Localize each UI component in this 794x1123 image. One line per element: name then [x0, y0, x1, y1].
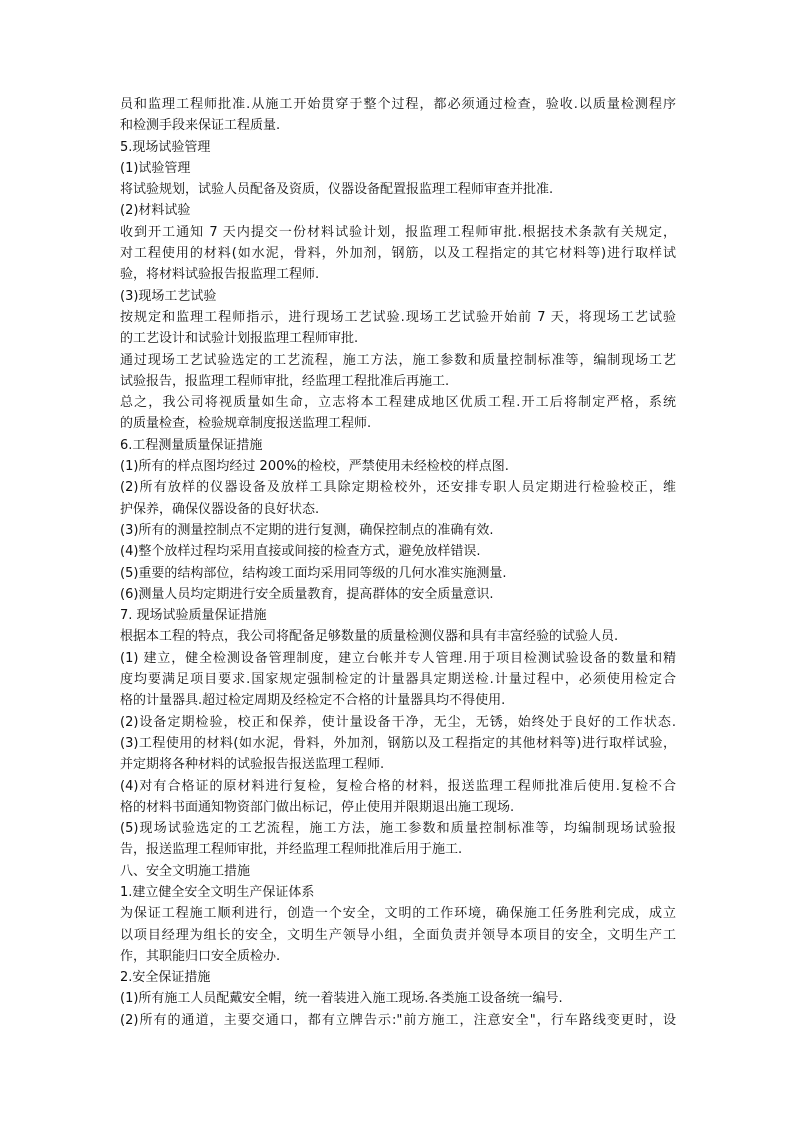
text-line: (1)所有的样点图均经过 200%的检校，严禁使用未经检校的样点图. — [120, 459, 509, 475]
text-line: (3)工程使用的材料(如水泥，骨料，外加剂，钢筋以及工程指定的其他材料等)进行取样试验， — [120, 735, 676, 751]
text-line: 八、安全文明施工措施 — [120, 863, 251, 879]
text-line: 的工艺设计和试验计划报监理工程师审批. — [120, 331, 359, 347]
text-line: 对工程使用的材料(如水泥，骨料，外加剂，钢筋，以及工程指定的其它材料等)进行取样试 — [120, 246, 676, 262]
text-line: 按规定和监理工程师指示，进行现场工艺试验.现场工艺试验开始前 7 天，将现场工艺试验 — [120, 309, 676, 325]
text-line: 1.建立健全安全文明生产保证体系 — [120, 884, 315, 900]
text-line: 和检测手段来保证工程质量. — [120, 118, 281, 134]
text-line: 验，将材料试验报告报监理工程师. — [120, 267, 320, 283]
text-line: 度均要满足项目要求.国家规定强制检定的计量器具定期送检.计量过程中，必须使用检定合 — [120, 672, 676, 688]
text-line: (1) 建立，健全检测设备管理制度，建立台帐并专人管理.用于项目检测试验设备的数量和精 — [120, 650, 676, 666]
text-line: (5)重要的结构部位，结构竣工面均采用同等级的几何水准实施测量. — [120, 565, 507, 581]
text-line: 并定期将各种材料的试验报告报送监理工程师. — [120, 757, 385, 773]
text-line: 通过现场工艺试验选定的工艺流程，施工方法，施工参数和质量控制标准等，编制现场工艺 — [120, 352, 676, 368]
text-line: 护保养，确保仪器设备的良好状态. — [120, 501, 320, 517]
text-line: 的质量检查，检验规章制度报送监理工程师. — [120, 416, 372, 432]
text-line: 试验报告，报监理工程师审批，经监理工程批准后再施工. — [120, 373, 450, 389]
text-line: 员和监理工程师批准.从施工开始贯穿于整个过程，都必须通过检查，验收.以质量检测程序 — [120, 97, 676, 112]
text-line: 收到开工通知 7 天内提交一份材料试验计划，报监理工程师审批.根据技术条款有关规定， — [120, 224, 676, 240]
text-line: 将试验规划，试验人员配备及资质，仪器设备配置报监理工程师审查并批准. — [120, 182, 554, 198]
text-line: 5.现场试验管理 — [120, 139, 211, 155]
text-line: 告，报送监理工程师审批，并经监理工程师批准后用于施工. — [120, 842, 463, 858]
text-line: 7. 现场试验质量保证措施 — [120, 608, 267, 624]
text-line: 总之，我公司将视质量如生命，立志将本工程建成地区优质工程.开工后将制定严格，系统 — [120, 395, 676, 411]
text-line: 为保证工程施工顺利进行，创造一个安全，文明的工作环境，确保施工任务胜利完成，成立 — [120, 906, 676, 922]
text-line: 2.安全保证措施 — [120, 970, 211, 986]
text-line: (4)整个放样过程均采用直接或间接的检查方式，避免放样错误. — [120, 544, 481, 560]
text-line: (5)现场试验选定的工艺流程，施工方法，施工参数和质量控制标准等，均编制现场试验报 — [120, 821, 676, 837]
document-page — [120, 94, 676, 1031]
text-line: 格的材料书面通知物资部门做出标记，停止使用并限期退出施工现场. — [120, 799, 515, 815]
text-line: (6)测量人员均定期进行安全质量教育，提高群体的安全质量意识. — [120, 586, 494, 602]
text-line: 根据本工程的特点，我公司将配备足够数量的质量检测仪器和具有丰富经验的试验人员. — [120, 629, 619, 645]
text-line: (1)试验管理 — [120, 160, 191, 176]
text-line: 以项目经理为组长的安全，文明生产领导小组，全面负责并领导本项目的安全，文明生产工 — [120, 927, 676, 943]
text-line: (2)材料试验 — [120, 203, 191, 219]
text-line: (2)所有放样的仪器设备及放样工具除定期检校外，还安排专职人员定期进行检验校正，维 — [120, 480, 676, 496]
text-line: (2)所有的通道，主要交通口，都有立牌告示:"前方施工，注意安全"，行车路线变更时，设 — [120, 1012, 676, 1028]
text-line: (2)设备定期检验，校正和保养，使计量设备干净，无尘，无锈，始终处于良好的工作状态. — [120, 714, 676, 730]
text-line: (4)对有合格证的原材料进行复检，复检合格的材料，报送监理工程师批准后使用.复检不合 — [120, 778, 676, 794]
text-line: 作，其职能归口安全质检办. — [120, 948, 281, 964]
text-line: (1)所有施工人员配戴安全帽，统一着装进入施工现场.各类施工设备统一编号. — [120, 991, 563, 1007]
text-line: 格的计量器具.超过检定周期及经检定不合格的计量器具均不得使用. — [120, 693, 506, 709]
text-line: 6.工程测量质量保证措施 — [120, 437, 263, 453]
text-line: (3)现场工艺试验 — [120, 288, 217, 304]
text-line: (3)所有的测量控制点不定期的进行复测，确保控制点的准确有效. — [120, 522, 494, 538]
